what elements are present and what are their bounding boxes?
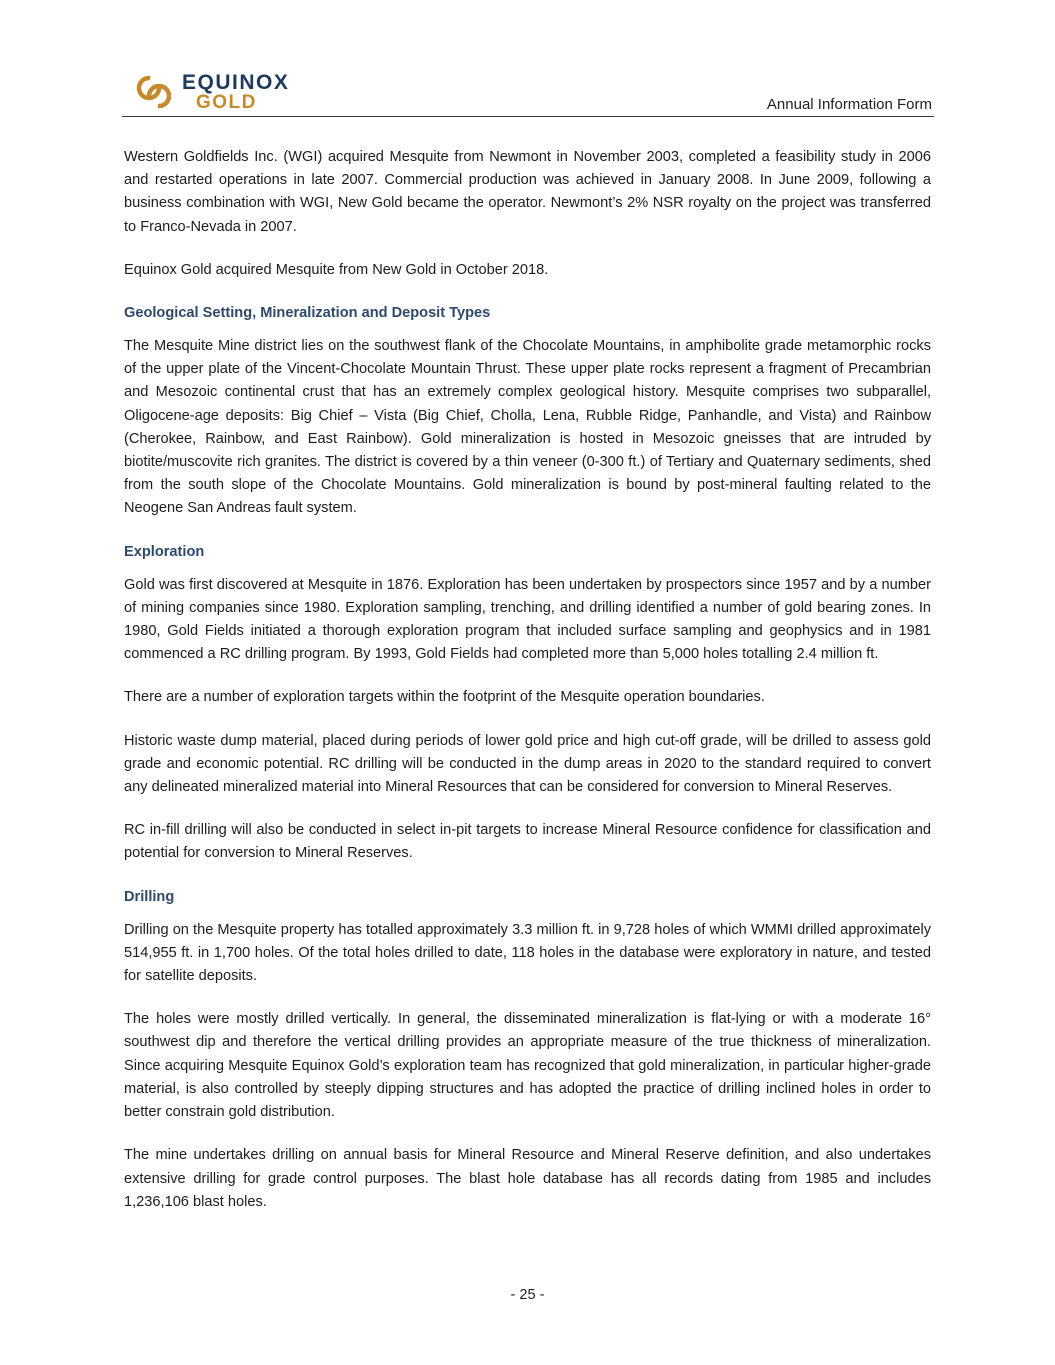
page-number: - 25 - (510, 1287, 545, 1303)
logo-word-equinox: EQUINOX (182, 71, 290, 94)
section-heading-exploration: Exploration (124, 543, 205, 560)
paragraph-waste-dump: Historic waste dump material, placed during periods of lower gold price and high cut-off grade, will be drilled to assess gold grade and economic potential. RC drilling will be conducted in the dump areas in 2020 to the standard required to convert any delineated mineralized material into Mineral Resources that can be considered for conversion to Mineral Reserves. (124, 732, 931, 796)
page-header (122, 66, 934, 117)
document-title: Annual Information Form (766, 96, 932, 113)
paragraph-geology: The Mesquite Mine district lies on the southwest flank of the Chocolate Mountains, in amphibolite grade metamorphic rocks of the upper plate of the Vincent-Chocolate Mountain Thrust. These upper plate rocks represent a fragment of Precambrian and Mesozoic continental crust that has an extremely complex geological history. Mesquite comprises two subparallel, Oligocene-age deposits: Big Chief – Vista (Big Chief, Cholla, Lena, Rubble Ridge, Panhandle, and Vista) and Rainbow (Cherokee, Rainbow, and East Rainbow). Gold mineralization is hosted in Mesozoic gneisses that are intruded by biotite/muscovite rich granites. The district is covered by a thin veneer (0-300 ft.) of Tertiary and Quaternary sediments, shed from the south slope of the Chocolate Mountains. Gold mineralization is bound by post-mineral faulting related to the Neogene San Andreas fault system. (124, 338, 931, 517)
paragraph-exploration-history: Gold was first discovered at Mesquite in 1876. Exploration has been undertaken by prospectors since 1957 and by a number of mining companies since 1980. Exploration sampling, trenching, and drilling identified a number of gold bearing zones. In 1980, Gold Fields initiated a thorough exploration program that included surface sampling and geophysics and in 1981 commenced a RC drilling program. By 1993, Gold Fields had completed more than 5,000 holes totalling 2.4 million ft. (124, 576, 931, 663)
equinox-gold-logo (132, 70, 289, 114)
paragraph-infill-drilling: RC in-fill drilling will also be conducted in select in-pit targets to increase Mineral Resource confidence for classification and potential for conversion to Mineral Reserves. (124, 822, 931, 862)
paragraph-exploration-targets: There are a number of exploration targets within the footprint of the Mesquite operation boundaries. (124, 689, 765, 706)
section-heading-drilling: Drilling (124, 888, 175, 905)
logo-wordmark (182, 72, 289, 112)
section-heading-geology: Geological Setting, Mineralization and Deposit Types (124, 305, 491, 322)
equinox-rings-icon (132, 70, 176, 114)
paragraph-drilling-annual: The mine undertakes drilling on annual basis for Mineral Resource and Mineral Reserve definition, and also undertakes extensive drilling for grade control purposes. The blast hole database has all records dating from 1985 and includes 1,236,106 blast holes. (124, 1147, 931, 1210)
page-body (124, 146, 931, 1234)
logo-word-gold: GOLD (196, 92, 257, 113)
paragraph-drilling-totals: Drilling on the Mesquite property has totalled approximately 3.3 million ft. in 9,728 holes of which WMMI drilled approximately 514,955 ft. in 1,700 holes. Of the total holes drilled to date, 118 holes in the database were exploratory in nature, and tested for satellite deposits. (124, 921, 931, 985)
paragraph-history: Western Goldfields Inc. (WGI) acquired Mesquite from Newmont in November 2003, completed a feasibility study in 2006 and restarted operations in late 2007. Commercial production was achieved in January 2008. In June 2009, following a business combination with WGI, New Gold became the operator. Newmont’s 2% NSR royalty on the project was transferred to Franco-Nevada in 2007. (124, 149, 931, 235)
paragraph-acquisition: Equinox Gold acquired Mesquite from New Gold in October 2018. (124, 261, 549, 278)
paragraph-drilling-orientation: The holes were mostly drilled vertically. In general, the disseminated mineralization is flat-lying or with a moderate 16° southwest dip and therefore the vertical drilling provides an appropriate measure of the true thickness of mineralization. Since acquiring Mesquite Equinox Gold’s exploration team has recognized that gold mineralization, in particular higher-grade material, is also controlled by steeply dipping structures and has adopted the practice of drilling inclined holes in order to better constrain gold distribution. (124, 1011, 931, 1121)
